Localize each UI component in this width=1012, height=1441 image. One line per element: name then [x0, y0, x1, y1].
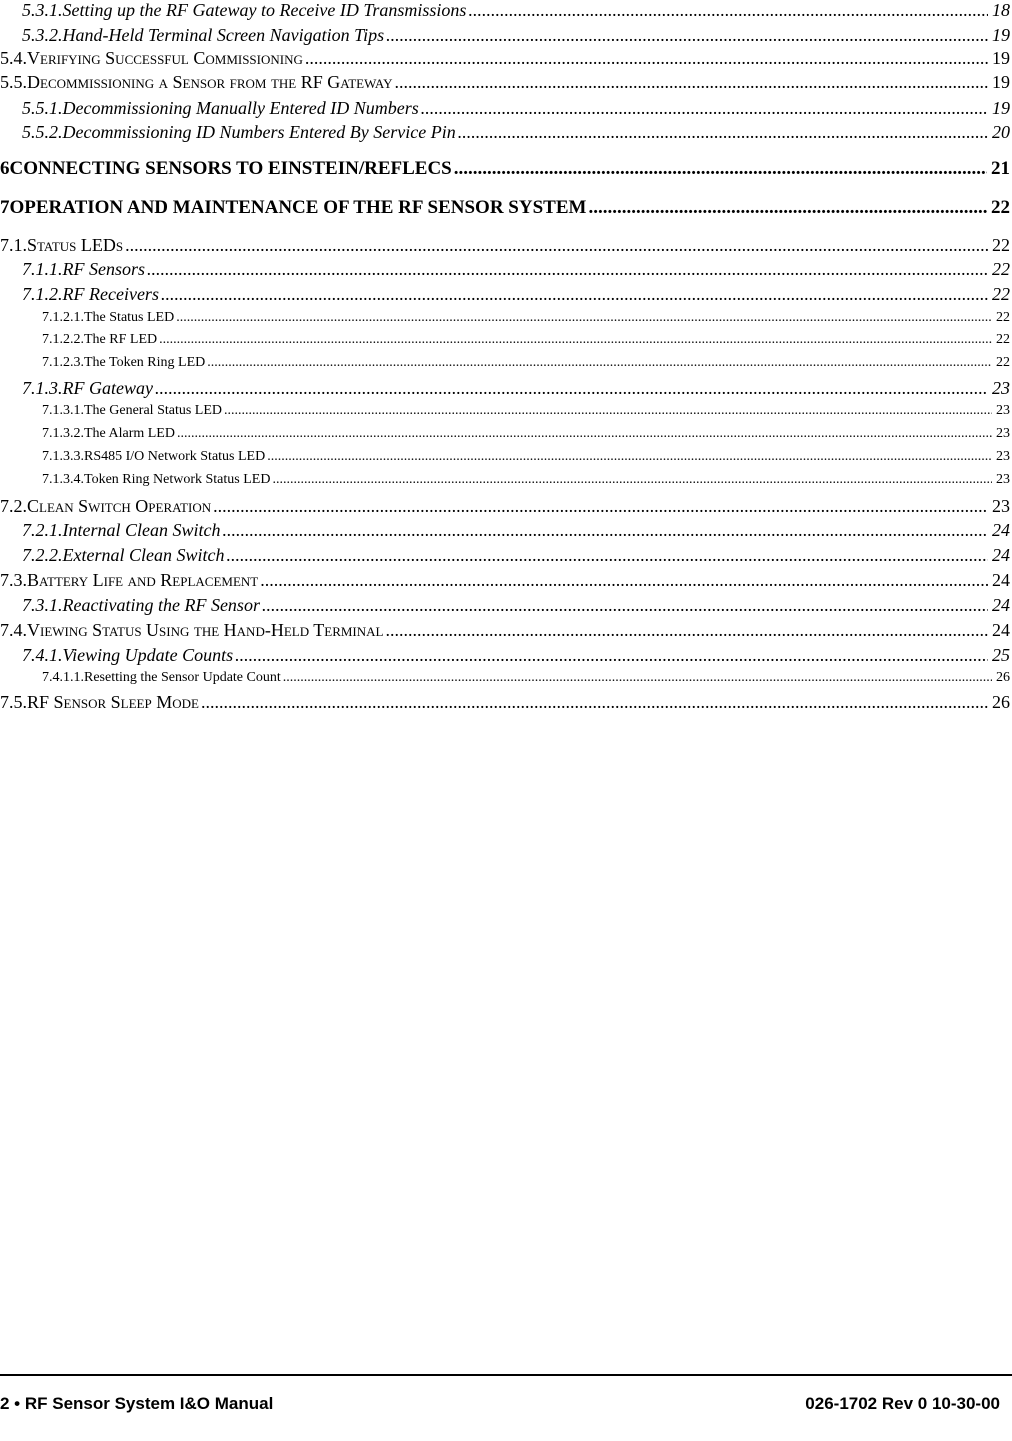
- dot-leader: [454, 158, 987, 180]
- toc-entry-number: 7.2.: [0, 496, 27, 516]
- toc-entry-title: RF Gateway: [62, 378, 153, 398]
- toc-entry-title: External Clean Switch: [62, 545, 225, 565]
- toc-entry[interactable]: [0, 122, 1010, 143]
- dot-leader: [468, 0, 988, 21]
- toc-entry-page: 19: [992, 72, 1010, 92]
- dot-leader: [207, 355, 992, 371]
- toc-entry-title: The Alarm LED: [84, 426, 175, 441]
- toc-entry-title: Viewing Update Counts: [62, 645, 234, 665]
- toc-entry-number: 7.3.: [0, 570, 27, 590]
- toc-entry-page: 24: [992, 570, 1010, 590]
- toc-entry-page: 19: [992, 98, 1010, 118]
- toc-entry-number: 7.4.1.1.: [42, 670, 84, 685]
- toc-entry-title: RS485 I/O Network Status LED: [84, 449, 266, 464]
- toc-entry[interactable]: [0, 259, 1010, 280]
- toc-entry-number: 5.3.1.: [22, 0, 63, 20]
- toc-entry[interactable]: [0, 403, 1010, 419]
- toc-entry-page: 25: [992, 645, 1010, 665]
- toc-entry-number: 7.1.2.2.: [42, 332, 84, 347]
- toc-entry-number: 7.2.1.: [22, 520, 63, 540]
- dot-leader: [267, 449, 992, 465]
- toc-entry-number: 5.4.: [0, 48, 27, 68]
- toc-entry[interactable]: [0, 595, 1010, 616]
- toc-entry[interactable]: [0, 197, 1010, 219]
- toc-entry-page: 22: [996, 332, 1010, 347]
- dot-leader: [305, 48, 988, 69]
- toc-entry-title: Decommissioning a Sensor from the RF Gateway: [27, 72, 393, 92]
- toc-entry[interactable]: [0, 355, 1010, 371]
- toc-entry-number: 5.3.2.: [22, 25, 63, 45]
- toc-entry-page: 24: [992, 595, 1010, 615]
- toc-entry[interactable]: [0, 520, 1010, 541]
- toc-entry-page: 26: [996, 670, 1010, 685]
- toc-entry-page: 22: [991, 197, 1010, 218]
- toc-entry-title: The Status LED: [84, 310, 175, 325]
- toc-entry-title: The Token Ring LED: [84, 355, 206, 370]
- dot-leader: [125, 235, 988, 256]
- toc-entry-page: 18: [992, 0, 1010, 20]
- toc-entry-number: 7.1.: [0, 235, 27, 255]
- toc-entry-page: 23: [996, 449, 1010, 464]
- dot-leader: [201, 692, 988, 713]
- toc-entry-number: 7: [0, 197, 10, 218]
- toc-entry[interactable]: [0, 620, 1010, 641]
- toc-entry-page: 22: [992, 259, 1010, 279]
- toc-entry[interactable]: [0, 545, 1010, 566]
- toc-entry-title: Decommissioning Manually Entered ID Numbers: [62, 98, 419, 118]
- toc-entry-page: 24: [992, 545, 1010, 565]
- toc-entry-title: OPERATION AND MAINTENANCE OF THE RF SENSOR SYSTEM: [9, 197, 587, 218]
- dot-leader: [177, 426, 992, 442]
- toc-entry-title: Hand-Held Terminal Screen Navigation Tips: [62, 25, 385, 45]
- dot-leader: [235, 645, 988, 666]
- dot-leader: [262, 595, 988, 616]
- toc-entry-page: 21: [991, 158, 1010, 179]
- dot-leader: [385, 620, 988, 641]
- dot-leader: [159, 332, 992, 348]
- toc-entry-number: 7.1.3.4.: [42, 472, 84, 487]
- toc-entry-page: 24: [992, 520, 1010, 540]
- toc-entry-page: 23: [996, 426, 1010, 441]
- toc-entry-number: 5.5.1.: [22, 98, 63, 118]
- toc-entry-number: 7.4.1.: [22, 645, 63, 665]
- dot-leader: [176, 310, 992, 326]
- toc-entry-title: Setting up the RF Gateway to Receive ID Transmissions: [62, 0, 467, 20]
- dot-leader: [395, 72, 988, 93]
- toc-entry[interactable]: [0, 426, 1010, 442]
- toc-entry-title: Viewing Status Using the Hand-Held Terminal: [27, 620, 384, 640]
- toc-entry-number: 7.1.3.: [22, 378, 63, 398]
- toc-entry-number: 5.5.: [0, 72, 27, 92]
- toc-entry[interactable]: [0, 692, 1010, 713]
- toc-entry-number: 7.5.: [0, 692, 27, 712]
- toc-entry-title: The RF LED: [84, 332, 158, 347]
- toc-entry-page: 23: [992, 496, 1010, 516]
- toc-entry-title: Token Ring Network Status LED: [84, 472, 271, 487]
- toc-entry-page: 22: [996, 310, 1010, 325]
- toc-entry-number: 7.1.3.3.: [42, 449, 84, 464]
- toc-entry-title: Verifying Successful Commissioning: [27, 48, 303, 68]
- toc-entry-number: 7.4.: [0, 620, 27, 640]
- page-footer: [0, 1374, 1012, 1413]
- toc-entry[interactable]: [0, 332, 1010, 348]
- toc-entry-title: Battery Life and Replacement: [27, 570, 259, 590]
- dot-leader: [588, 197, 987, 219]
- toc-entry[interactable]: [0, 284, 1010, 305]
- toc-entry[interactable]: [0, 472, 1010, 488]
- toc-entry-page: 20: [992, 122, 1010, 142]
- toc-entry[interactable]: [0, 570, 1010, 591]
- toc-entry-page: 23: [996, 403, 1010, 418]
- toc-entry[interactable]: [0, 496, 1010, 517]
- dot-leader: [222, 520, 988, 541]
- toc-entry[interactable]: [0, 310, 1010, 326]
- toc-entry[interactable]: [0, 25, 1010, 46]
- toc-entry-number: 7.1.3.1.: [42, 403, 84, 418]
- dot-leader: [226, 545, 988, 566]
- toc-entry-title: RF Sensors: [62, 259, 145, 279]
- toc-entry-page: 26: [992, 692, 1010, 712]
- toc-entry-number: 6: [0, 158, 10, 179]
- toc-entry-title: Clean Switch Operation: [27, 496, 212, 516]
- footer-manual-title: 2 • RF Sensor System I&O Manual: [0, 1394, 274, 1413]
- toc-entry-page: 19: [992, 25, 1010, 45]
- toc-entry-number: 7.1.2.: [22, 284, 63, 304]
- toc-entry-title: Status LEDs: [27, 235, 124, 255]
- footer-doc-number: 026-1702 Rev 0 10-30-00: [805, 1394, 1000, 1413]
- toc-entry[interactable]: [0, 48, 1010, 69]
- toc-entry[interactable]: [0, 449, 1010, 465]
- toc-entry-page: 22: [996, 355, 1010, 370]
- toc-entry[interactable]: [0, 235, 1010, 256]
- toc-entry-title: The General Status LED: [84, 403, 223, 418]
- toc-entry-title: Reactivating the RF Sensor: [62, 595, 260, 615]
- toc-entry[interactable]: [0, 158, 1010, 180]
- toc-entry-number: 7.1.3.2.: [42, 426, 84, 441]
- dot-leader: [147, 259, 988, 280]
- dot-leader: [283, 670, 992, 686]
- toc-entry-number: 7.1.2.3.: [42, 355, 84, 370]
- toc-entry-number: 5.5.2.: [22, 122, 63, 142]
- toc-entry-title: RF Receivers: [62, 284, 159, 304]
- toc-entry-title: Resetting the Sensor Update Count: [84, 670, 281, 685]
- dot-leader: [161, 284, 988, 305]
- toc-entry-page: 24: [992, 620, 1010, 640]
- toc-entry[interactable]: [0, 378, 1010, 399]
- toc-entry-title: Decommissioning ID Numbers Entered By Service Pin: [62, 122, 456, 142]
- toc-entry[interactable]: [0, 0, 1010, 21]
- toc-entry-number: 7.1.2.1.: [42, 310, 84, 325]
- dot-leader: [155, 378, 988, 399]
- dot-leader: [260, 570, 988, 591]
- dot-leader: [272, 472, 992, 488]
- toc-entry-page: 19: [992, 48, 1010, 68]
- dot-leader: [213, 496, 988, 517]
- toc-entry-page: 23: [996, 472, 1010, 487]
- toc-entry-page: 22: [992, 284, 1010, 304]
- dot-leader: [386, 25, 988, 46]
- dot-leader: [224, 403, 992, 419]
- toc-entry-page: 22: [992, 235, 1010, 255]
- toc-entry-number: 7.3.1.: [22, 595, 63, 615]
- toc-entry-page: 23: [992, 378, 1010, 398]
- toc-entry[interactable]: [0, 670, 1010, 686]
- toc-entry-title: RF Sensor Sleep Mode: [27, 692, 199, 712]
- toc-entry[interactable]: [0, 98, 1010, 119]
- toc-entry-number: 7.2.2.: [22, 545, 63, 565]
- toc-entry-title: Internal Clean Switch: [62, 520, 221, 540]
- toc-entry-number: 7.1.1.: [22, 259, 63, 279]
- toc-entry[interactable]: [0, 645, 1010, 666]
- dot-leader: [458, 122, 988, 143]
- dot-leader: [421, 98, 988, 119]
- toc-entry[interactable]: [0, 72, 1010, 93]
- toc-entry-title: CONNECTING SENSORS TO EINSTEIN/REFLECS: [9, 158, 452, 179]
